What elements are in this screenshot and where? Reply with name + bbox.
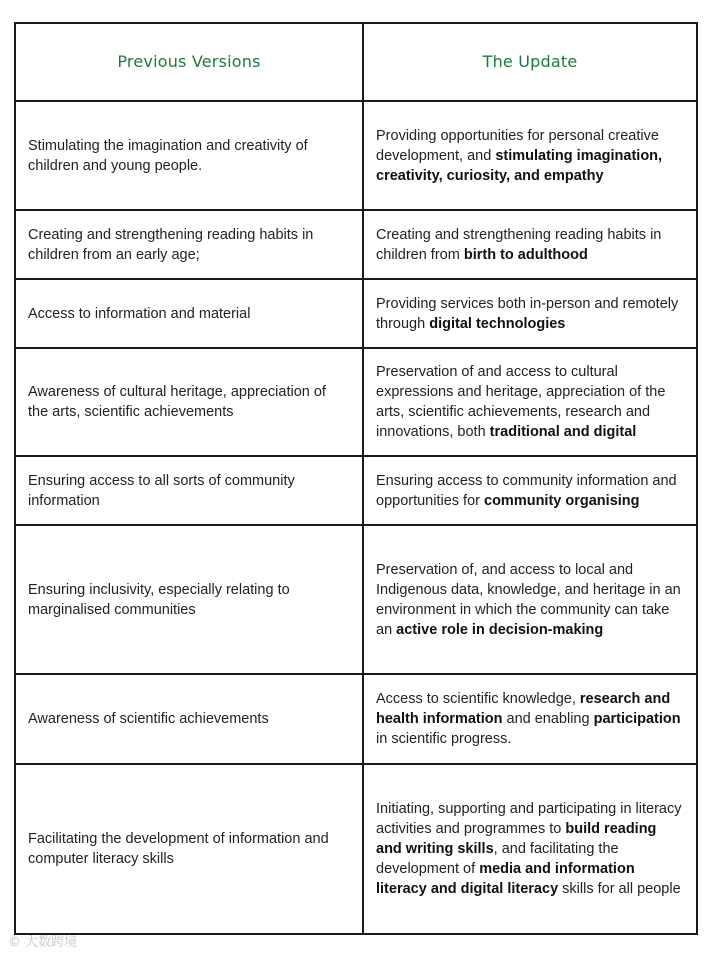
update-cell	[363, 101, 697, 210]
previous-version-cell: Ensuring access to all sorts of community information	[15, 456, 363, 525]
update-text: in scientific progress.	[376, 731, 512, 747]
table-row	[15, 674, 697, 764]
watermark-logo-icon: ©	[8, 935, 21, 950]
update-text: skills for all people	[558, 881, 681, 897]
previous-version-cell: Awareness of scientific achievements	[15, 674, 363, 764]
update-cell	[363, 348, 697, 456]
watermark-text: 大数跨境	[25, 935, 78, 950]
previous-version-cell: Awareness of cultural heritage, appreciation of the arts, scientific achievements	[15, 348, 363, 456]
update-text: Preservation of and access to cultural expressions and heritage, appreciation of the arts, scientific achievements, research and innovations, both	[376, 364, 666, 440]
previous-version-cell: Stimulating the imagination and creativity of children and young people.	[15, 101, 363, 210]
table-row	[15, 101, 697, 210]
update-text: and enabling	[502, 711, 594, 727]
update-cell	[363, 525, 697, 674]
update-text: Providing services both in-person and remotely through	[376, 295, 679, 332]
update-cell	[363, 456, 697, 525]
update-text: , and facilitating the development of	[376, 841, 619, 877]
update-text-bold: active role in decision-making	[396, 621, 604, 638]
header-row	[15, 23, 697, 101]
table-row	[15, 525, 697, 674]
previous-version-cell: Access to information and material	[15, 279, 363, 348]
update-text-bold: research and health information	[376, 691, 671, 727]
header-previous-versions: Previous Versions	[15, 23, 363, 101]
update-text: Initiating, supporting and participating in literacy activities and programmes to	[376, 801, 682, 837]
update-text: Access to scientific knowledge,	[376, 691, 580, 707]
update-text: Providing opportunities for personal creative development, and	[376, 127, 659, 164]
update-text-bold: stimulating imagination, creativity, curiosity, and empathy	[376, 147, 663, 184]
table-row	[15, 210, 697, 279]
update-text: Ensuring access to community information and opportunities for	[376, 472, 677, 509]
update-text: Creating and strengthening reading habits in children from	[376, 226, 662, 263]
update-text-bold: participation	[593, 711, 681, 727]
update-text-bold: media and information literacy and digital literacy	[376, 861, 635, 897]
header-the-update: The Update	[363, 23, 697, 101]
comparison-table	[14, 22, 698, 935]
previous-version-cell: Facilitating the development of information and computer literacy skills	[15, 764, 363, 934]
previous-version-cell: Ensuring inclusivity, especially relating to marginalised communities	[15, 525, 363, 674]
table-row	[15, 279, 697, 348]
previous-version-cell: Creating and strengthening reading habits in children from an early age;	[15, 210, 363, 279]
update-cell	[363, 764, 697, 934]
table-row	[15, 456, 697, 525]
table-row	[15, 348, 697, 456]
update-text-bold: build reading and writing skills	[376, 821, 657, 857]
update-text-bold: community organising	[484, 492, 640, 509]
update-text-bold: birth to adulthood	[463, 246, 588, 263]
update-cell	[363, 210, 697, 279]
update-text-bold: digital technologies	[429, 315, 566, 332]
update-text: Preservation of, and access to local and Indigenous data, knowledge, and heritage in an environment in which the community can take an	[376, 561, 681, 638]
update-text-bold: traditional and digital	[489, 424, 637, 440]
watermark	[8, 931, 77, 950]
update-cell	[363, 279, 697, 348]
update-cell	[363, 674, 697, 764]
table-row	[15, 764, 697, 934]
